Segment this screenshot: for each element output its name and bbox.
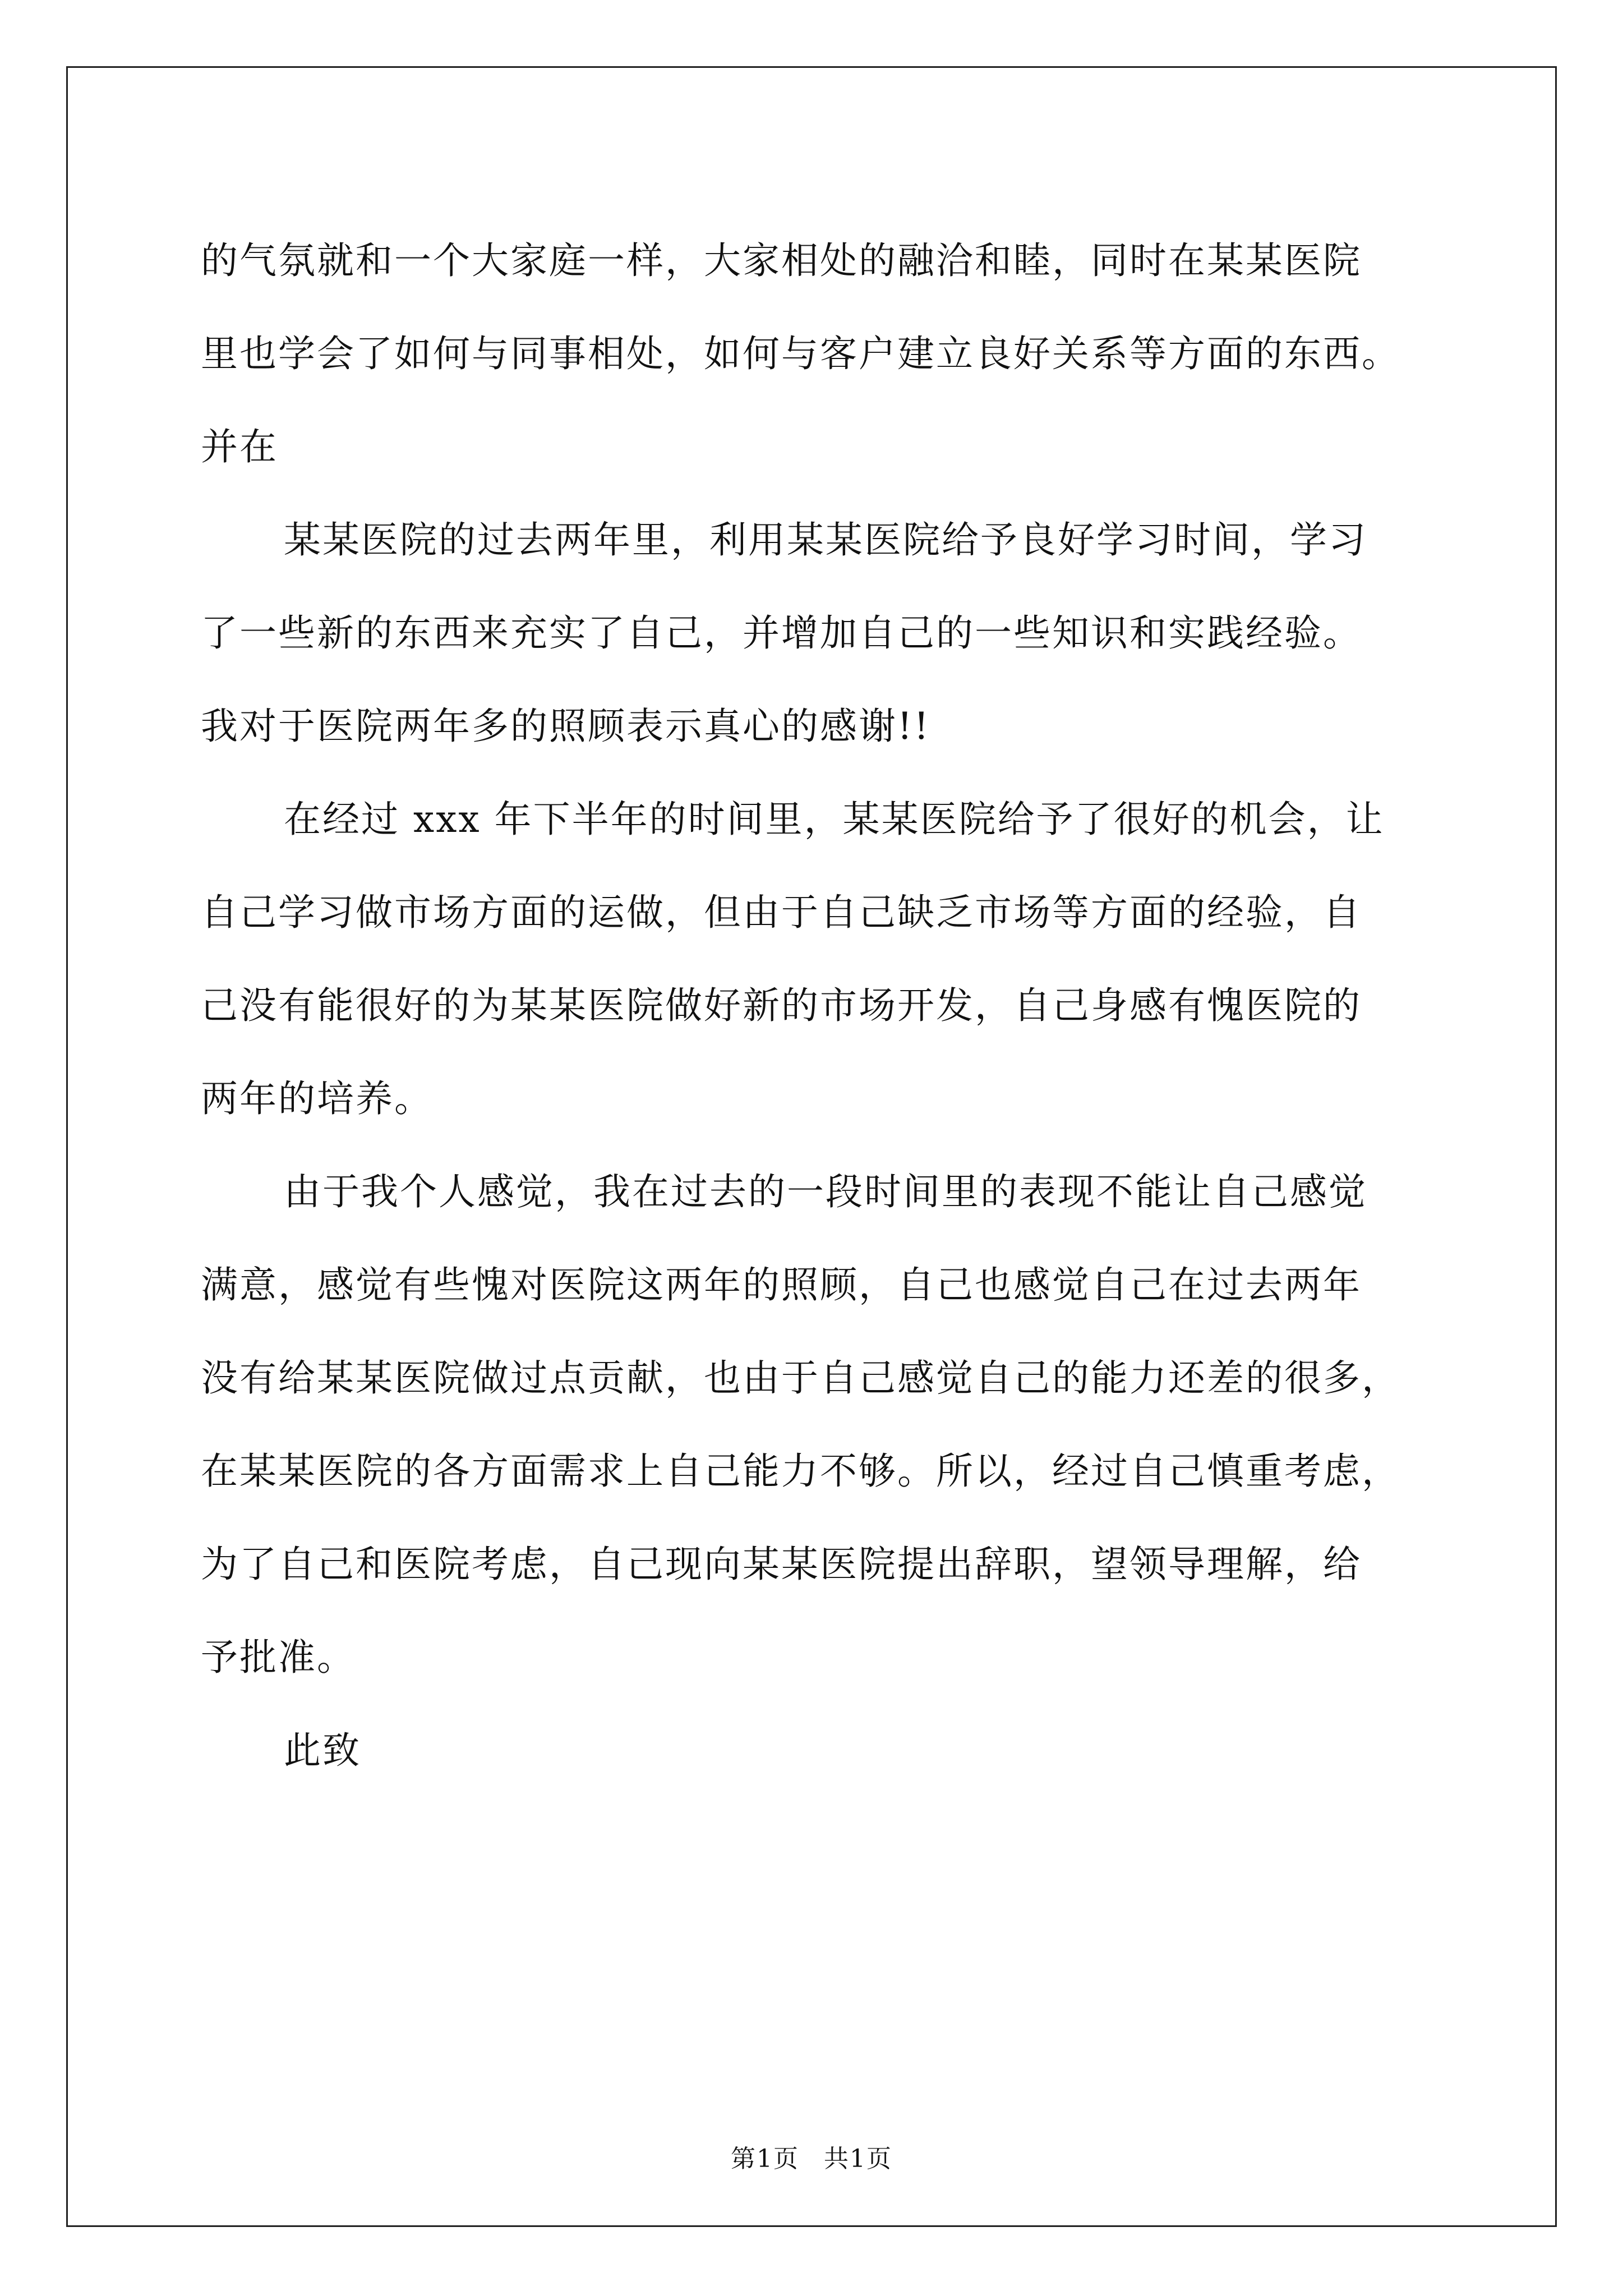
text-line: 满意，感觉有些愧对医院这两年的照顾，自己也感觉自己在过去两年 [201,1263,1362,1306]
text-line: 在某某医院的各方面需求上自己能力不够。所以，经过自己慎重考虑， [201,1450,1400,1493]
paragraph-2 [201,494,1479,773]
text-line: 自己学习做市场方面的运做，但由于自己缺乏市场等方面的经验，自 [201,891,1362,934]
text-line: 在经过 xxx 年下半年的时间里，某某医院给予了很好的机会，让 [284,798,1385,841]
paragraph-1 [201,214,1479,494]
text-line: 里也学会了如何与同事相处，如何与客户建立良好关系等方面的东西。 [201,332,1400,375]
text-line: 没有给某某医院做过点贡献，也由于自己感觉自己的能力还差的很多， [201,1356,1400,1400]
text-line: 两年的培养。 [201,1077,433,1120]
paragraph-3 [201,773,1479,1145]
letter-body [201,214,1479,1797]
text-line: 己没有能很好的为某某医院做好新的市场开发，自己身感有愧医院的 [201,984,1362,1027]
text-line: 了一些新的东西来充实了自己，并增加自己的一些知识和实践经验。 [201,611,1362,655]
text-line: 的气氛就和一个大家庭一样，大家相处的融洽和睦，同时在某某医院 [201,239,1362,282]
text-line: 予批准。 [201,1636,356,1679]
paragraph-closing [201,1704,1479,1797]
text-line: 为了自己和医院考虑，自己现向某某医院提出辞职，望领导理解，给 [201,1543,1362,1586]
text-line: 由于我个人感觉，我在过去的一段时间里的表现不能让自己感觉 [284,1170,1367,1213]
text-line: 此致 [284,1729,361,1772]
text-line: 并在 [201,425,278,468]
text-line: 某某医院的过去两年里，利用某某医院给予良好学习时间，学习 [284,518,1367,562]
page-count: 共1页 [824,2145,892,2173]
paragraph-4 [201,1145,1479,1704]
page-number: 第1页 [731,2145,799,2173]
page-footer [0,2138,1623,2174]
text-line: 我对于医院两年多的照顾表示真心的感谢!! [201,705,931,748]
